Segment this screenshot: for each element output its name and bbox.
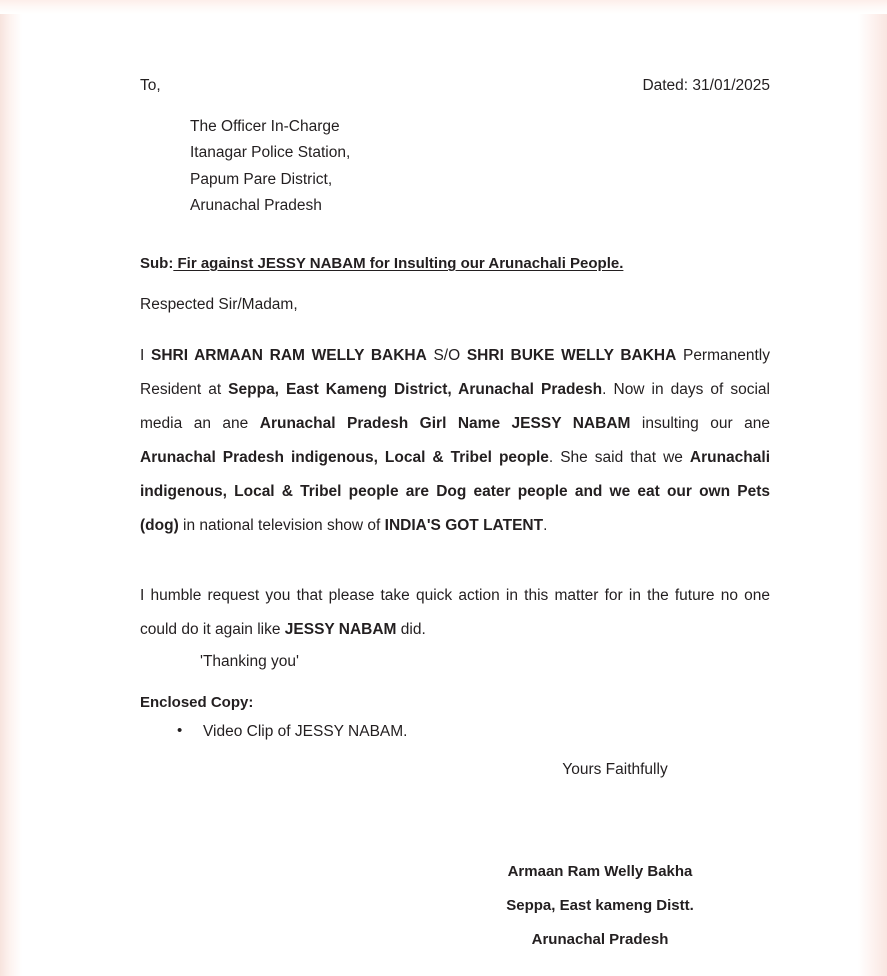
thanking-line: 'Thanking you' [200, 652, 299, 670]
letter-content [140, 78, 770, 957]
signature-state: Arunachal Pradesh [531, 930, 669, 948]
body-paragraph-1: I SHRI ARMAAN RAM WELLY BAKHA S/O SHRI BUKE WELLY BAKHA Permanently Resident at Seppa, East Kameng District, Arunachal Pradesh. Now in days of social media an ane Arunachal Pradesh Girl Name JESSY NABAM insulting our ane Arunachal Pradesh indigenous, Local & Tribel people. She said that we Arunachali indigenous, Local & Tribel people are Dog eater people and we eat our own Pets (dog) in national television show of INDIA'S GOT LATENT. [140, 346, 770, 535]
letter-header-row [140, 78, 770, 94]
dated-line: Dated: 31/01/2025 [642, 77, 770, 94]
address-line-1: The Officer In-Charge [190, 117, 340, 135]
body-paragraph-2: I humble request you that please take quick action in this matter for in the future no one could do it again like JESSY NABAM did. [140, 587, 770, 638]
signature-address: Seppa, East kameng Distt. [506, 897, 694, 915]
enclosed-copy-title: Enclosed Copy: [140, 694, 254, 712]
recipient-address [190, 114, 770, 221]
list-item: • Video Clip of JESSY NABAM. [177, 724, 770, 740]
closing-line: Yours Faithfully [562, 760, 668, 778]
salutation: Respected Sir/Madam, [140, 296, 298, 314]
address-line-2: Itanagar Police Station, [190, 144, 351, 162]
signature-name: Armaan Ram Welly Bakha [507, 863, 693, 881]
address-line-4: Arunachal Pradesh [190, 197, 322, 215]
subject-line [140, 256, 770, 271]
subject-text: Fir against JESSY NABAM for Insulting our Arunachali People. [173, 255, 624, 273]
enclosed-copy-list [177, 724, 770, 740]
letter-page [22, 14, 858, 976]
address-line-3: Papum Pare District, [190, 170, 333, 188]
signature-block [430, 855, 770, 956]
to-label: To, [140, 77, 161, 94]
subject-label: Sub: [140, 255, 174, 273]
